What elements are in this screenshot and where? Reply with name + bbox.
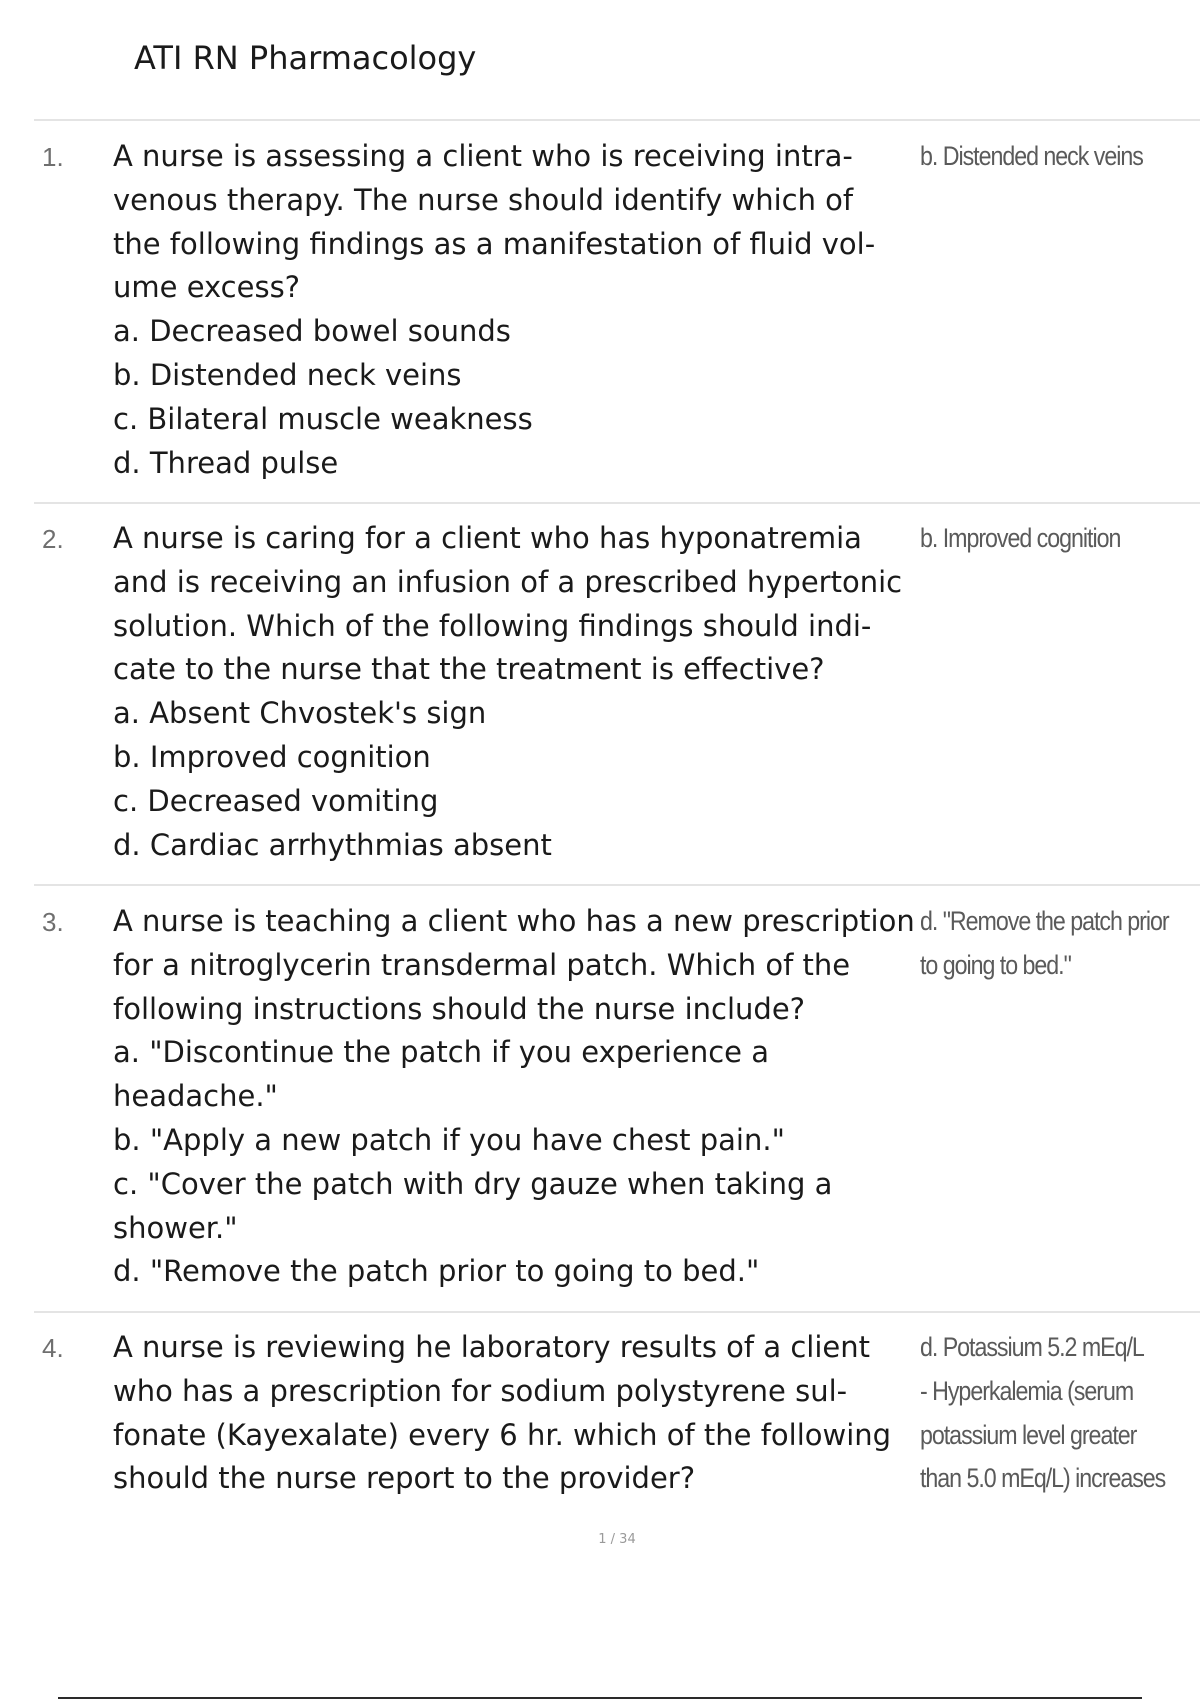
question-number: 4. — [42, 1333, 64, 1363]
option: d. Cardiac arrhythmias absent — [113, 827, 552, 862]
option: a. "Discontinue the patch if you experience a headache." — [113, 1035, 769, 1114]
answer-text: d. Potassium 5.2 mEq/L - Hyperkalemia (serum potassium level greater than 5.0 mEq/L) increases — [920, 1332, 1166, 1494]
question-text: A nurse is caring for a client who has hyponatremia and is receiving an infusion of a prescribed hypertonic solution. Which of the following findings should indi- cate to the nurse that the treatment is effective? — [113, 521, 903, 687]
option: c. "Cover the patch with dry gauze when taking a shower." — [113, 1166, 833, 1245]
divider — [34, 884, 1200, 886]
option: c. Decreased vomiting — [113, 783, 439, 818]
question-block — [113, 517, 918, 867]
question-block — [113, 900, 918, 1294]
option: a. Decreased bowel sounds — [113, 314, 511, 349]
question-block — [113, 135, 918, 485]
divider — [34, 119, 1200, 121]
question-block — [113, 1326, 918, 1501]
option: d. Thread pulse — [113, 445, 339, 480]
option: b. Distended neck veins — [113, 357, 462, 392]
divider — [34, 502, 1200, 504]
option: b. Improved cognition — [113, 739, 431, 774]
question-number: 3. — [42, 907, 64, 937]
question-text: A nurse is teaching a client who has a new prescription for a nitroglycerin transdermal patch. Which of the following instructions should the nurse include? — [113, 904, 915, 1026]
option: a. Absent Chvostek's sign — [113, 696, 487, 731]
answer-text: b. Improved cognition — [920, 523, 1121, 553]
option: c. Bilateral muscle weakness — [113, 401, 533, 436]
page-indicator: 1 / 34 — [598, 1532, 636, 1547]
answer-text: b. Distended neck veins — [920, 141, 1143, 171]
question-number: 2. — [42, 524, 64, 554]
option: b. "Apply a new patch if you have chest pain." — [113, 1122, 785, 1157]
question-text: A nurse is reviewing he laboratory results of a client who has a prescription for sodium polystyrene sul- fonate (Kayexalate) every 6 hr. which of the following should the nurse report to the provider? — [113, 1330, 892, 1496]
option: d. "Remove the patch prior to going to bed." — [113, 1254, 760, 1289]
answer-text: d. "Remove the patch prior to going to bed." — [920, 906, 1169, 980]
question-number: 1. — [42, 142, 64, 172]
divider — [34, 1311, 1200, 1313]
document-title: ATI RN Pharmacology — [134, 39, 477, 77]
question-text: A nurse is assessing a client who is receiving intra- venous therapy. The nurse should identify which of the following findings as a manifestation of fluid vol- ume excess? — [113, 139, 876, 305]
footer-rule — [58, 1697, 1142, 1699]
